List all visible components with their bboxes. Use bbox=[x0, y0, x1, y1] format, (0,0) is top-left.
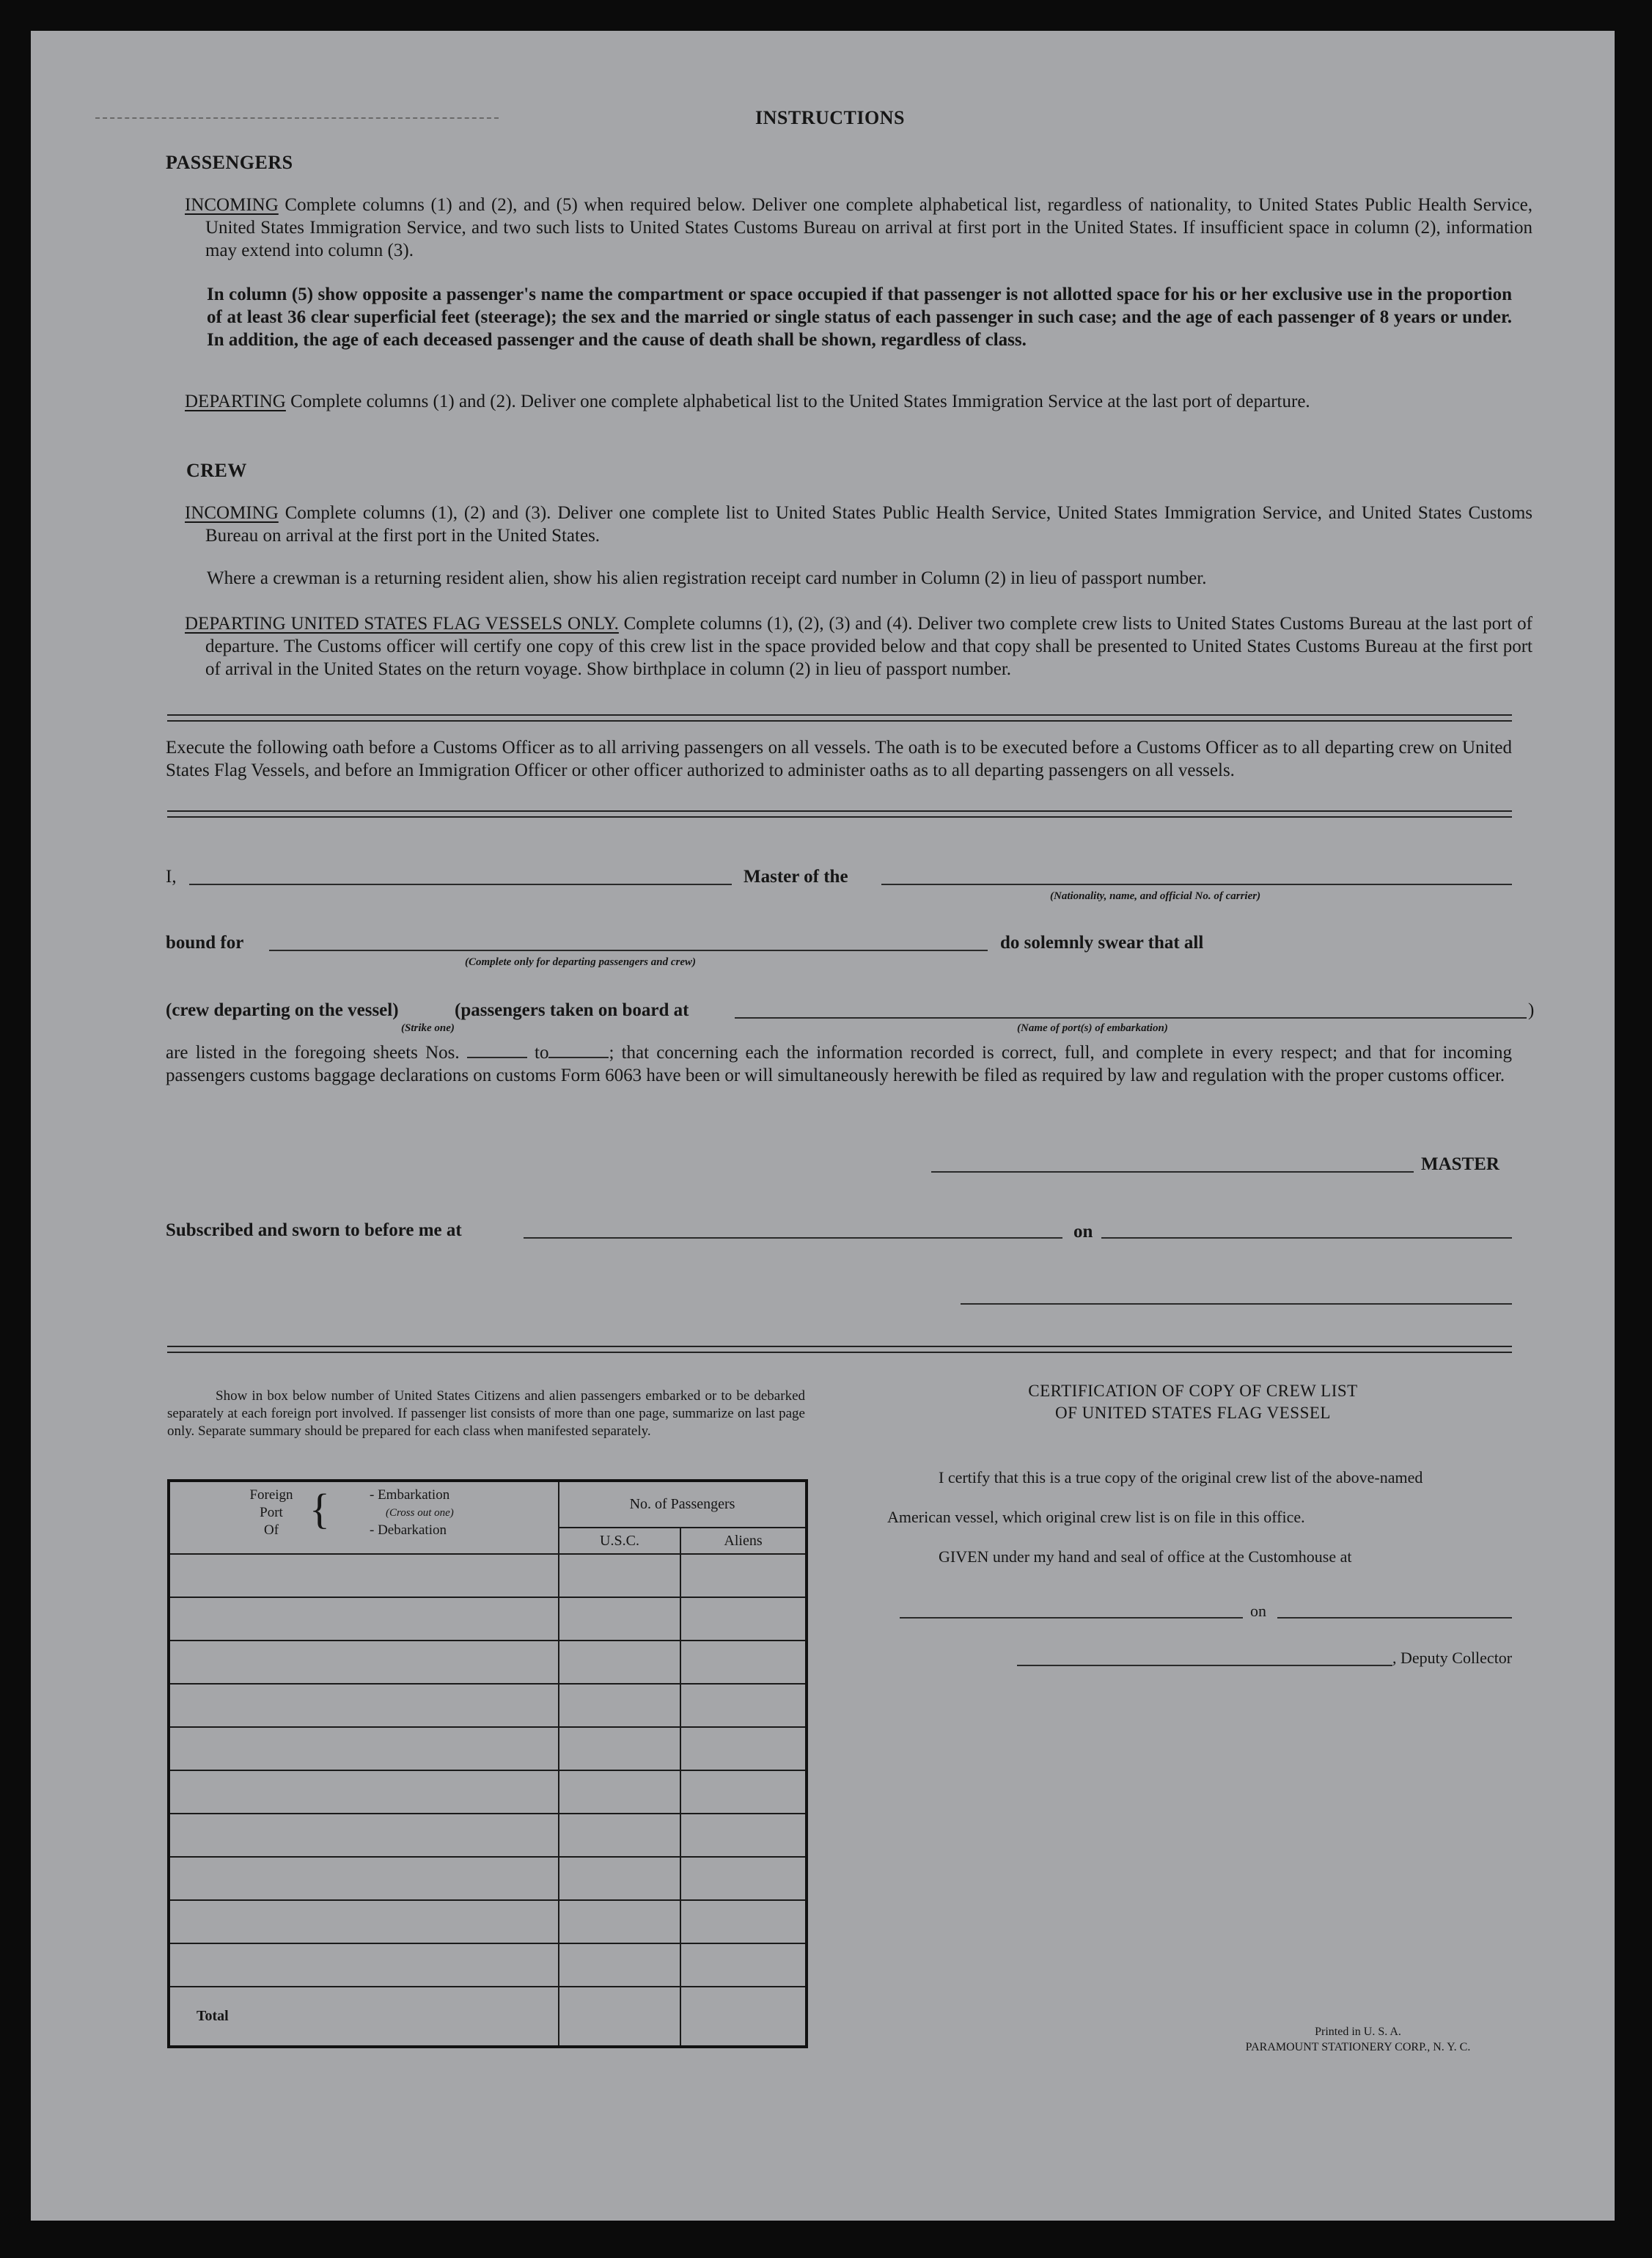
sworn-date-field[interactable] bbox=[1101, 1237, 1512, 1239]
table-row bbox=[169, 1597, 807, 1641]
deputy-collector-label: , Deputy Collector bbox=[1392, 1649, 1513, 1667]
master-label: MASTER bbox=[1421, 1154, 1499, 1174]
certification-title bbox=[874, 1380, 1512, 1424]
table-row bbox=[169, 1641, 807, 1684]
page-title: INSTRUCTIONS bbox=[755, 107, 905, 128]
crew-departing-label: DEPARTING UNITED STATES FLAG VESSELS ONLY. bbox=[185, 614, 619, 634]
deputy-signature-field[interactable] bbox=[1017, 1665, 1392, 1666]
total-row bbox=[169, 1987, 807, 2047]
carrier-field[interactable] bbox=[881, 884, 1512, 885]
crew-incoming-label: INCOMING bbox=[185, 503, 279, 523]
aliens-cell[interactable] bbox=[680, 1554, 807, 1597]
oath-listed-paragraph bbox=[166, 1041, 1512, 1087]
aliens-cell[interactable] bbox=[680, 1943, 807, 1987]
cert-date-field[interactable] bbox=[1277, 1617, 1512, 1619]
master-of-the-label: Master of the bbox=[744, 867, 848, 887]
port-label: Port bbox=[260, 1505, 283, 1520]
listed-rest-text: ; that concerning each the information recorded is correct, full, and complete in every respect; and that for incoming passengers customs baggage declarations on customs Form 6063 have been or will simultaneously herewith be filed as required by law and regulation with the proper customs officer. bbox=[166, 1043, 1512, 1085]
brace-icon: { bbox=[309, 1485, 330, 1533]
port-cell[interactable] bbox=[169, 1857, 559, 1900]
carrier-caption: (Nationality, name, and official No. of carrier) bbox=[1050, 890, 1261, 902]
aliens-header: Aliens bbox=[680, 1528, 807, 1554]
crew-incoming-text: Complete columns (1), (2) and (3). Deliver one complete list to United States Public Health Service, United States Immigration Service, and United States Customs Bureau on arrival at the first port in the United States. bbox=[205, 503, 1533, 546]
cert-on-label: on bbox=[1250, 1602, 1266, 1620]
port-cell[interactable] bbox=[169, 1770, 559, 1814]
crew-incoming-paragraph bbox=[185, 502, 1532, 547]
table-row bbox=[169, 1857, 807, 1900]
port-cell[interactable] bbox=[169, 1554, 559, 1597]
bound-for-field[interactable] bbox=[269, 950, 988, 951]
passengers-incoming-paragraph bbox=[185, 194, 1532, 262]
usc-cell[interactable] bbox=[559, 1814, 680, 1857]
aliens-cell[interactable] bbox=[680, 1814, 807, 1857]
port-cell[interactable] bbox=[169, 1900, 559, 1943]
divider-rule bbox=[167, 816, 1512, 818]
divider-rule bbox=[167, 1346, 1512, 1347]
certify-line1: I certify that this is a true copy of the original crew list of the above-named bbox=[939, 1468, 1423, 1487]
embarkation-ports-field[interactable] bbox=[735, 1017, 1527, 1019]
officer-signature-field[interactable] bbox=[961, 1303, 1512, 1305]
usc-cell[interactable] bbox=[559, 1727, 680, 1770]
port-cell[interactable] bbox=[169, 1943, 559, 1987]
swear-text: do solemnly swear that all bbox=[1000, 933, 1204, 953]
crew-departing-option[interactable]: (crew departing on the vessel) bbox=[166, 1000, 399, 1020]
passengers-incoming-label: INCOMING bbox=[185, 195, 279, 215]
bound-for-caption: (Complete only for departing passengers and crew) bbox=[465, 956, 696, 968]
debarkation-option[interactable]: - Debarkation bbox=[370, 1522, 447, 1538]
printer-company: PARAMOUNT STATIONERY CORP., N. Y. C. bbox=[1245, 2041, 1471, 2053]
table-row bbox=[169, 1900, 807, 1943]
oath-instruction: Execute the following oath before a Customs Officer as to all arriving passengers on all vessels. The oath is to be executed before a Customs Officer as to all departing crew on United States Flag Vessels, and before an Immigration Officer or other officer authorized to administer oaths as to all departing passengers on all vessels. bbox=[166, 738, 1512, 780]
printed-in-usa: Printed in U. S. A. bbox=[1315, 2026, 1401, 2038]
summary-instructions: Show in box below number of United States Citizens and alien passengers embarked or to be debarked separately at each foreign port involved. If passenger list consists of more than one page, summarize on last page only. Separate summary should be prepared for each class when manifested separately. bbox=[167, 1388, 805, 1439]
subscribed-label: Subscribed and sworn to before me at bbox=[166, 1220, 462, 1240]
table-row bbox=[169, 1727, 807, 1770]
master-signature-field[interactable] bbox=[931, 1171, 1414, 1173]
faint-header-rule bbox=[95, 117, 499, 119]
usc-cell[interactable] bbox=[559, 1641, 680, 1684]
customhouse-field[interactable] bbox=[900, 1617, 1243, 1619]
bound-for-label: bound for bbox=[166, 933, 244, 953]
usc-header: U.S.C. bbox=[559, 1528, 680, 1554]
sheet-from-field[interactable] bbox=[467, 1044, 527, 1058]
of-label: Of bbox=[263, 1522, 279, 1538]
certify-line2: American vessel, which original crew list is on file in this office. bbox=[887, 1508, 1305, 1526]
usc-cell[interactable] bbox=[559, 1554, 680, 1597]
embarkation-option[interactable]: - Embarkation bbox=[370, 1487, 450, 1503]
cross-out-caption: (Cross out one) bbox=[386, 1507, 454, 1519]
usc-cell[interactable] bbox=[559, 1684, 680, 1727]
port-cell[interactable] bbox=[169, 1727, 559, 1770]
passengers-incoming-text: Complete columns (1) and (2), and (5) when required below. Deliver one complete alphabetical list, regardless of nationality, to United States Public Health Service, United States Immigration Service, and two such lists to United States Customs Bureau on arrival at first port in the United States. If insufficient space in column (2), information may extend into column (3). bbox=[205, 195, 1533, 260]
table-row bbox=[169, 1684, 807, 1727]
passengers-departing-label: DEPARTING bbox=[185, 392, 286, 411]
passenger-summary-table bbox=[167, 1479, 808, 2048]
divider-rule bbox=[167, 720, 1512, 722]
usc-total-cell[interactable] bbox=[559, 1987, 680, 2047]
total-label: Total bbox=[169, 1987, 559, 2047]
port-cell[interactable] bbox=[169, 1597, 559, 1641]
foreign-label: Foreign bbox=[249, 1487, 293, 1503]
port-cell[interactable] bbox=[169, 1641, 559, 1684]
divider-rule bbox=[167, 714, 1512, 716]
oath-i-label: I, bbox=[166, 867, 177, 887]
passengers-taken-option[interactable]: (passengers taken on board at bbox=[455, 1000, 689, 1020]
aliens-cell[interactable] bbox=[680, 1900, 807, 1943]
printer-imprint bbox=[1204, 2024, 1512, 2055]
listed-start-text: are listed in the foregoing sheets Nos. bbox=[166, 1043, 460, 1063]
crew-departing-text: Complete columns (1), (2), (3) and (4). Deliver two complete crew lists to United States Customs Bureau at the last port of departure. The Customs officer will certify one copy of this crew list in the space provided below and that copy shall be presented to United States Customs Bureau at the first port of arrival in the United States on the return voyage. Show birthplace in column (2) in lieu of passport number. bbox=[205, 614, 1532, 679]
table-row bbox=[169, 1943, 807, 1987]
usc-cell[interactable] bbox=[559, 1857, 680, 1900]
port-header-cell bbox=[169, 1481, 559, 1554]
master-name-field[interactable] bbox=[189, 884, 732, 885]
form-page bbox=[31, 31, 1615, 2221]
divider-rule bbox=[167, 810, 1512, 812]
crew-heading: CREW bbox=[186, 460, 247, 481]
usc-cell[interactable] bbox=[559, 1943, 680, 1987]
sworn-location-field[interactable] bbox=[524, 1237, 1062, 1239]
aliens-cell[interactable] bbox=[680, 1641, 807, 1684]
certification-title-line1: CERTIFICATION OF COPY OF CREW LIST bbox=[1028, 1382, 1358, 1400]
sheet-to-field[interactable] bbox=[548, 1044, 609, 1058]
port-cell[interactable] bbox=[169, 1814, 559, 1857]
passengers-departing-paragraph bbox=[185, 390, 1532, 413]
usc-cell[interactable] bbox=[559, 1900, 680, 1943]
table-row bbox=[169, 1814, 807, 1857]
aliens-cell[interactable] bbox=[680, 1684, 807, 1727]
passengers-heading: PASSENGERS bbox=[166, 152, 293, 173]
passengers-departing-text: Complete columns (1) and (2). Deliver one complete alphabetical list to the United States Immigration Service at the last port of departure. bbox=[290, 392, 1310, 411]
table-row bbox=[169, 1770, 807, 1814]
aliens-cell[interactable] bbox=[680, 1770, 807, 1814]
aliens-cell[interactable] bbox=[680, 1727, 807, 1770]
crew-departing-paragraph bbox=[185, 612, 1532, 681]
no-passengers-header: No. of Passengers bbox=[559, 1481, 807, 1528]
divider-rule bbox=[167, 1352, 1512, 1353]
to-label: to bbox=[535, 1043, 549, 1063]
usc-cell[interactable] bbox=[559, 1770, 680, 1814]
port-cell[interactable] bbox=[169, 1684, 559, 1727]
sworn-on-label: on bbox=[1073, 1222, 1093, 1242]
strike-one-caption: (Strike one) bbox=[401, 1022, 455, 1034]
certification-title-line2: OF UNITED STATES FLAG VESSEL bbox=[1055, 1404, 1331, 1422]
aliens-cell[interactable] bbox=[680, 1857, 807, 1900]
table-row bbox=[169, 1554, 807, 1597]
given-line: GIVEN under my hand and seal of office at the Customhouse at bbox=[939, 1547, 1352, 1566]
aliens-total-cell[interactable] bbox=[680, 1987, 807, 2047]
usc-cell[interactable] bbox=[559, 1597, 680, 1641]
column5-paragraph: In column (5) show opposite a passenger's name the compartment or space occupied if that passenger is not allotted space for his or her exclusive use in the proportion of at least 36 clear superficial feet (steerage); the sex and the married or single status of each passenger in such case; and the age of each passenger of 8 years or under. In addition, the age of each deceased passenger and the cause of death shall be shown, regardless of class. bbox=[207, 285, 1512, 350]
aliens-cell[interactable] bbox=[680, 1597, 807, 1641]
ports-caption: (Name of port(s) of embarkation) bbox=[1017, 1022, 1168, 1034]
crew-resident-paragraph: Where a crewman is a returning resident alien, show his alien registration receipt card number in Column (2) in lieu of passport number. bbox=[207, 568, 1207, 588]
close-paren: ) bbox=[1528, 1000, 1535, 1020]
